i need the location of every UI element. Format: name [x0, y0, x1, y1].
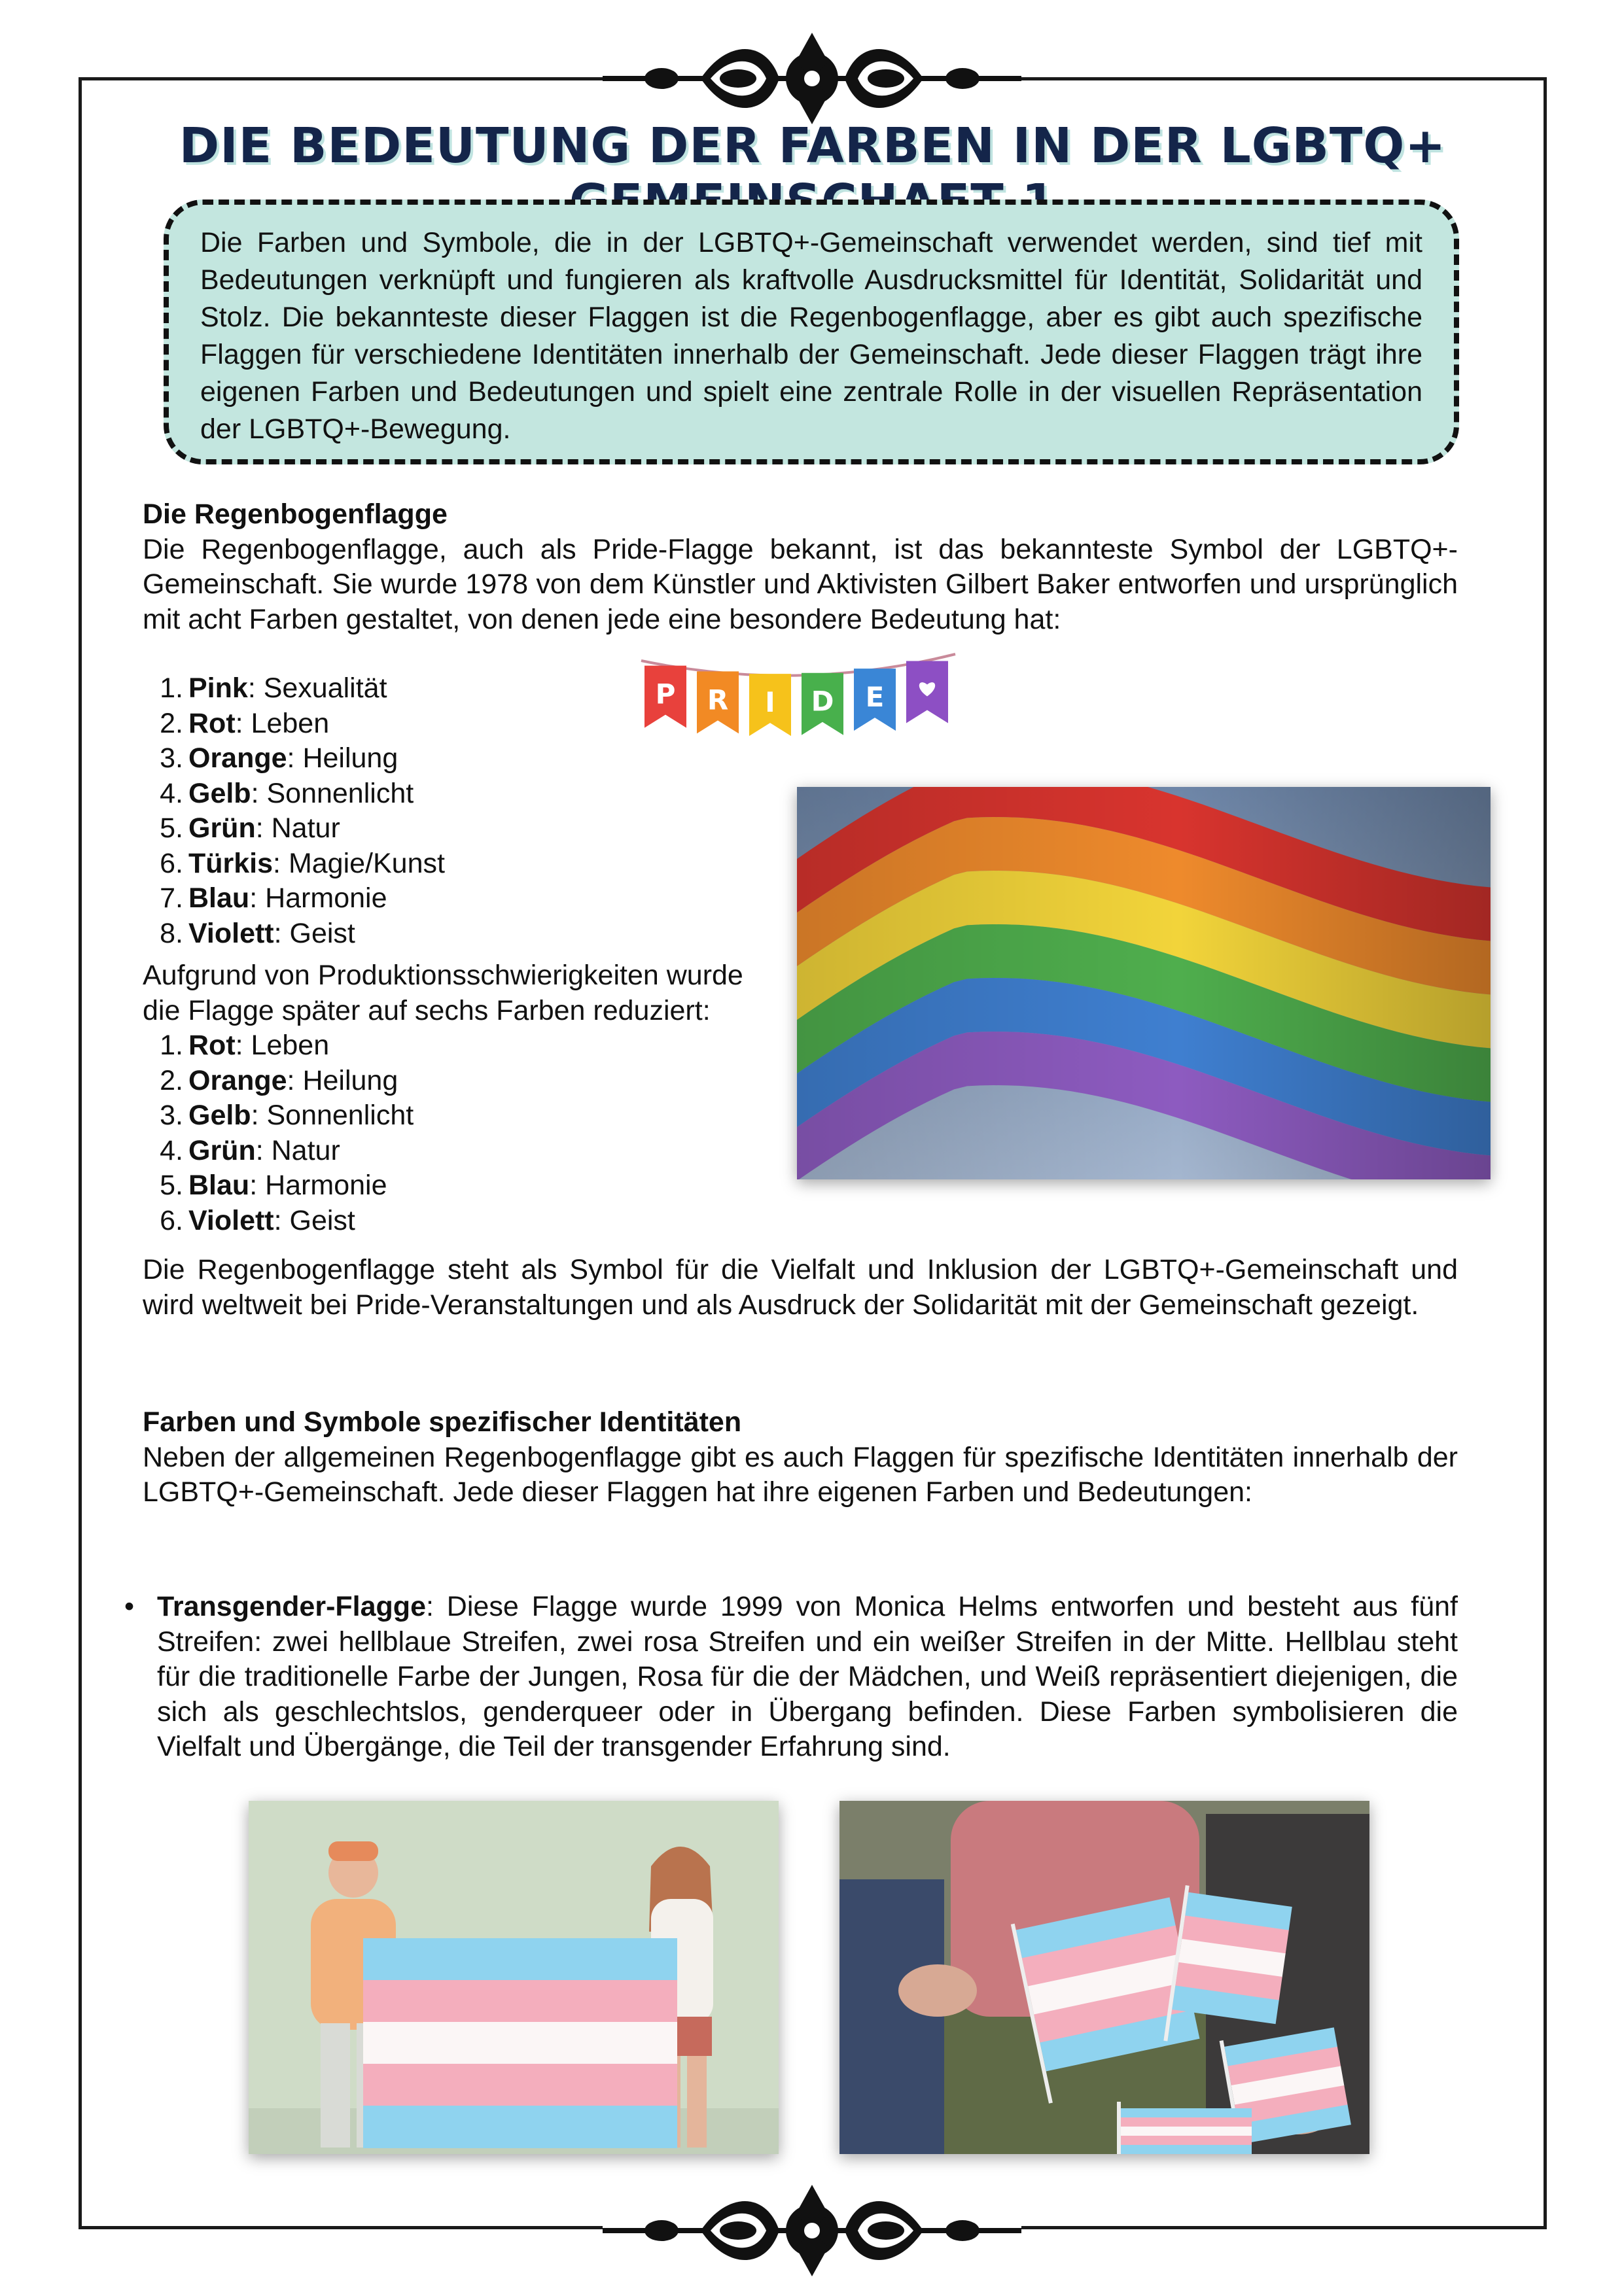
- eight-color-item: [143, 846, 666, 882]
- section1-heading: Die Regenbogenflagge: [143, 498, 448, 530]
- reduction-note: [143, 958, 797, 1028]
- bunting-letter: D: [811, 685, 834, 718]
- eight-color-item: [143, 776, 666, 812]
- bunting-letter: E: [865, 681, 885, 714]
- color-meaning: : Heilung: [287, 1064, 398, 1096]
- pride-bunting-icon: [635, 641, 962, 752]
- bunting-pennant: [644, 666, 686, 728]
- trans-flag-stripe: [363, 2064, 677, 2106]
- trans-flag-stripe: [363, 2022, 677, 2064]
- color-meaning: : Magie/Kunst: [273, 847, 445, 879]
- bottom-ornament-icon: [603, 2178, 1021, 2283]
- list-number: 5.: [160, 1170, 183, 1201]
- color-name: Grün: [188, 1134, 256, 1166]
- section1-paragraph: Die Regenbogenflagge, auch als Pride-Flagge bekannt, ist das bekannteste Symbol der LGBTQ+-Gemeinschaft. Sie wurde 1978 von dem Künstler und Aktivisten Gilbert Baker entworfen und ursprünglich mit acht Farben gestaltet, von denen jede eine besondere Bedeutung hat:: [143, 533, 1458, 635]
- color-name: Rot: [188, 1030, 236, 1061]
- color-name: Pink: [188, 672, 248, 704]
- list-number: 3.: [160, 1100, 183, 1131]
- trans-flag-stripe: [1121, 2136, 1252, 2146]
- hands-trans-flags-photo: [839, 1801, 1369, 2154]
- bunting-letter: I: [765, 686, 775, 719]
- color-name: Gelb: [188, 1100, 251, 1131]
- list-number: 8.: [160, 917, 183, 949]
- small-trans-flag: [1117, 2102, 1252, 2154]
- intro-box: Die Farben und Symbole, die in der LGBTQ+-Gemeinschaft verwendet werden, sind tief mit Bedeutungen verknüpft und fungieren als kraftvolle Ausdrucksmittel für Identität, Solidarität und Stolz. Die bekannteste dieser Flaggen ist die Regenbogenflagge, aber es gibt auch spezifische Flaggen für verschiedene Identitäten innerhalb der Gemeinschaft. Jede dieser Flaggen trägt ihre eigenen Farben und Bedeutungen und spielt eine zentrale Rolle in der visuellen Repräsentation der LGBTQ+-Bewegung.: [164, 200, 1459, 464]
- color-meaning: : Natur: [255, 1134, 340, 1166]
- color-name: Violett: [188, 1204, 274, 1236]
- section1-block: [143, 497, 1458, 637]
- color-meaning: : Heilung: [287, 742, 398, 774]
- list-number: 5.: [160, 812, 183, 844]
- color-meaning: : Leben: [235, 707, 330, 739]
- trans-flag-stripe: [363, 2106, 677, 2148]
- bunting-pennant: [802, 673, 843, 735]
- color-meaning: : Sexualität: [247, 672, 387, 704]
- rainbow-flag-photo: [797, 787, 1491, 1179]
- list-number: 1.: [160, 672, 183, 704]
- trans-flag-stripe: [1121, 2117, 1252, 2127]
- color-name: Blau: [188, 1170, 250, 1201]
- trans-flag-stripe: [1121, 2145, 1252, 2154]
- transgender-description: : Diese Flagge wurde 1999 von Monica Helms entworfen und besteht aus fünf Streifen: zwei hellblaue Streifen, zwei rosa Streifen und ein weißer Streifen in der Mitte. Hellblau steht für die traditionelle Farbe der Jungen, Rosa für die der Mädchen, und Weiß repräsentiert diejenigen, die sich als geschlechtslos, genderqueer oder in Übergang befinden. Diese Farben symbolisieren die Vielfalt und Übergänge, die Teil der transgender Erfahrung sind.: [157, 1591, 1458, 1762]
- list-number: 4.: [160, 777, 183, 809]
- list-number: 7.: [160, 882, 183, 914]
- color-meaning: : Geist: [274, 917, 355, 949]
- section2-heading: Farben und Symbole spezifischer Identitäten: [143, 1406, 742, 1438]
- trans-flag-stripe: [1121, 2108, 1252, 2118]
- bullet-dot-icon: •: [124, 1591, 135, 1622]
- six-color-item: [143, 1204, 666, 1239]
- list-number: 4.: [160, 1134, 183, 1166]
- color-meaning: : Leben: [235, 1030, 330, 1061]
- trans-flag-stripe: [363, 1980, 677, 2023]
- list-number: 3.: [160, 742, 183, 774]
- trans-flag-stripe: [363, 1938, 677, 1981]
- eight-color-item: [143, 881, 666, 916]
- bunting-letter: P: [655, 678, 676, 710]
- eight-color-item: [143, 811, 666, 846]
- top-ornament-icon: [603, 26, 1021, 131]
- reduction-line-2: die Flagge später auf sechs Farben reduziert:: [143, 994, 711, 1026]
- eight-color-item: [143, 741, 666, 776]
- color-name: Rot: [188, 707, 236, 739]
- color-name: Grün: [188, 812, 256, 844]
- trans-flag-stripe: [1121, 2127, 1252, 2136]
- six-color-item: [143, 1028, 666, 1064]
- color-meaning: : Harmonie: [249, 1170, 387, 1201]
- page-title: DIE BEDEUTUNG DER FARBEN IN DER LGBTQ+: [179, 118, 1447, 174]
- section2-block: [143, 1405, 1458, 1510]
- bunting-pennant: [854, 669, 896, 731]
- color-meaning: : Sonnenlicht: [251, 1100, 414, 1131]
- bunting-pennant: [906, 661, 948, 723]
- bunting-letter: R: [707, 684, 729, 716]
- color-meaning: : Harmonie: [249, 882, 387, 914]
- list-number: 2.: [160, 707, 183, 739]
- transgender-term: Transgender-Flagge: [157, 1591, 426, 1622]
- eight-color-item: [143, 671, 666, 706]
- six-color-list: [143, 1028, 666, 1238]
- list-number: 6.: [160, 1204, 183, 1236]
- color-name: Orange: [188, 742, 287, 774]
- reduction-line-1: Aufgrund von Produktionsschwierigkeiten wurde: [143, 960, 743, 991]
- color-meaning: : Geist: [274, 1204, 355, 1236]
- eight-color-item: [143, 706, 666, 742]
- six-color-item: [143, 1134, 666, 1169]
- couple-trans-flag-photo: [249, 1801, 779, 2154]
- six-color-item: [143, 1064, 666, 1099]
- color-name: Orange: [188, 1064, 287, 1096]
- list-number: 1.: [160, 1030, 183, 1061]
- bunting-pennant: [749, 674, 791, 736]
- flag-pole: [1117, 2102, 1121, 2154]
- color-name: Blau: [188, 882, 250, 914]
- color-meaning: : Sonnenlicht: [251, 777, 414, 809]
- section1-closing: Die Regenbogenflagge steht als Symbol für die Vielfalt und Inklusion der LGBTQ+-Gemeinschaft und wird weltweit bei Pride-Veranstaltungen und als Ausdruck der Solidarität mit der Gemeinschaft gezeigt.: [143, 1254, 1458, 1321]
- color-name: Gelb: [188, 777, 251, 809]
- color-name: Türkis: [188, 847, 274, 879]
- six-color-item: [143, 1168, 666, 1204]
- color-name: Violett: [188, 917, 274, 949]
- eight-color-list: [143, 671, 666, 951]
- bunting-pennant: [697, 671, 739, 733]
- six-color-item: [143, 1098, 666, 1134]
- section2-paragraph: Neben der allgemeinen Regenbogenflagge gibt es auch Flaggen für spezifische Identitäten innerhalb der LGBTQ+-Gemeinschaft. Jede dieser Flaggen hat ihre eigenen Farben und Bedeutungen:: [143, 1441, 1458, 1508]
- color-meaning: : Natur: [255, 812, 340, 844]
- transgender-bullet: [124, 1590, 1458, 1765]
- list-number: 2.: [160, 1064, 183, 1096]
- list-number: 6.: [160, 847, 183, 879]
- eight-color-item: [143, 916, 666, 952]
